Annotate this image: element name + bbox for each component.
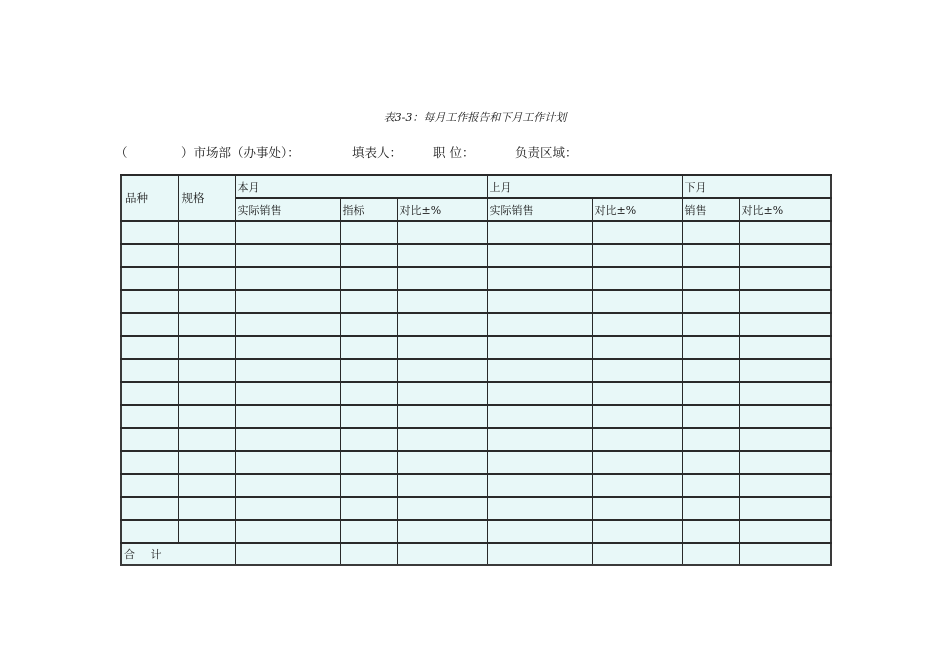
- table-cell[interactable]: [340, 382, 397, 405]
- table-cell[interactable]: [235, 244, 340, 267]
- table-cell[interactable]: [487, 405, 592, 428]
- table-row: [121, 497, 831, 520]
- table-cell[interactable]: [592, 267, 682, 290]
- table-cell[interactable]: [682, 405, 739, 428]
- table-cell[interactable]: [178, 244, 235, 267]
- table-row: [121, 336, 831, 359]
- table-cell[interactable]: [682, 382, 739, 405]
- table-cell[interactable]: [592, 313, 682, 336]
- table-cell[interactable]: [487, 221, 592, 244]
- table-cell[interactable]: [178, 290, 235, 313]
- table-cell[interactable]: [592, 428, 682, 451]
- table-row: [121, 428, 831, 451]
- table-cell[interactable]: [682, 520, 739, 543]
- table-cell[interactable]: [340, 244, 397, 267]
- table-row: [121, 359, 831, 382]
- table-cell[interactable]: [739, 267, 831, 290]
- table-cell[interactable]: [397, 267, 487, 290]
- table-cell[interactable]: [397, 359, 487, 382]
- header-actual-sales-last: 实际销售: [487, 198, 592, 221]
- table-cell[interactable]: [340, 497, 397, 520]
- table-cell[interactable]: [178, 267, 235, 290]
- table-cell[interactable]: [397, 290, 487, 313]
- table-cell[interactable]: [739, 290, 831, 313]
- table-cell[interactable]: [235, 474, 340, 497]
- document-title: 表3-3：每月工作报告和下月工作计划: [383, 111, 567, 124]
- table-cell[interactable]: [739, 428, 831, 451]
- table-cell[interactable]: [682, 267, 739, 290]
- table-cell[interactable]: [178, 520, 235, 543]
- total-cell[interactable]: [340, 543, 397, 565]
- info-region: 负责区域：: [515, 145, 578, 160]
- table-cell[interactable]: [592, 474, 682, 497]
- table-cell[interactable]: [487, 451, 592, 474]
- table-cell[interactable]: [592, 359, 682, 382]
- header-variety: 品种: [121, 175, 178, 221]
- table-cell[interactable]: [397, 405, 487, 428]
- table-row: [121, 290, 831, 313]
- table-cell[interactable]: [178, 336, 235, 359]
- table-cell[interactable]: [739, 497, 831, 520]
- table-cell[interactable]: [121, 290, 178, 313]
- total-cell[interactable]: [235, 543, 340, 565]
- table-cell[interactable]: [340, 290, 397, 313]
- table-cell[interactable]: [235, 520, 340, 543]
- table-cell[interactable]: [739, 221, 831, 244]
- total-cell[interactable]: [397, 543, 487, 565]
- table-cell[interactable]: [121, 221, 178, 244]
- info-market-dept: ）市场部（办事处）：: [181, 145, 300, 160]
- table-cell[interactable]: [121, 382, 178, 405]
- table-row: [121, 313, 831, 336]
- table-cell[interactable]: [682, 474, 739, 497]
- header-last-month: 上月: [487, 175, 682, 198]
- table-cell[interactable]: [397, 313, 487, 336]
- table-cell[interactable]: [178, 221, 235, 244]
- table-cell[interactable]: [178, 474, 235, 497]
- table-cell[interactable]: [340, 405, 397, 428]
- table-cell[interactable]: [592, 336, 682, 359]
- table-cell[interactable]: [682, 336, 739, 359]
- table-cell[interactable]: [340, 451, 397, 474]
- table-cell[interactable]: [178, 359, 235, 382]
- report-table: [120, 174, 832, 566]
- table-cell[interactable]: [487, 359, 592, 382]
- table-row: [121, 244, 831, 267]
- table-cell[interactable]: [397, 474, 487, 497]
- table-cell[interactable]: [235, 359, 340, 382]
- header-compare-last: 对比±%: [592, 198, 682, 221]
- table-cell[interactable]: [592, 520, 682, 543]
- table-cell[interactable]: [121, 405, 178, 428]
- table-row: [121, 405, 831, 428]
- table-cell[interactable]: [121, 313, 178, 336]
- table-cell[interactable]: [178, 405, 235, 428]
- table-cell[interactable]: [178, 313, 235, 336]
- table-cell[interactable]: [682, 359, 739, 382]
- table-cell[interactable]: [739, 405, 831, 428]
- header-this-month: 本月: [235, 175, 487, 198]
- total-cell[interactable]: [682, 543, 739, 565]
- table-cell[interactable]: [340, 474, 397, 497]
- table-row: [121, 474, 831, 497]
- table-cell[interactable]: [487, 336, 592, 359]
- table-cell[interactable]: [592, 382, 682, 405]
- table-cell[interactable]: [178, 451, 235, 474]
- table-cell[interactable]: [340, 336, 397, 359]
- table-cell[interactable]: [121, 244, 178, 267]
- table-cell[interactable]: [487, 428, 592, 451]
- table-cell[interactable]: [739, 359, 831, 382]
- table-row: [121, 267, 831, 290]
- table-cell[interactable]: [682, 221, 739, 244]
- header-next-month: 下月: [682, 175, 831, 198]
- header-row-1: [121, 175, 831, 198]
- table-cell[interactable]: [121, 336, 178, 359]
- table-cell[interactable]: [121, 359, 178, 382]
- table-cell[interactable]: [397, 451, 487, 474]
- table-row: [121, 382, 831, 405]
- table-cell[interactable]: [739, 244, 831, 267]
- table-cell[interactable]: [397, 336, 487, 359]
- table-cell[interactable]: [592, 221, 682, 244]
- table-cell[interactable]: [487, 382, 592, 405]
- table-cell[interactable]: [235, 290, 340, 313]
- table-cell[interactable]: [397, 520, 487, 543]
- table-cell[interactable]: [235, 336, 340, 359]
- total-cell[interactable]: [739, 543, 831, 565]
- table-cell[interactable]: [397, 244, 487, 267]
- table-cell[interactable]: [739, 336, 831, 359]
- table-cell[interactable]: [739, 382, 831, 405]
- table-cell[interactable]: [340, 520, 397, 543]
- table-cell[interactable]: [487, 290, 592, 313]
- total-row: [121, 543, 831, 565]
- table-cell[interactable]: [178, 428, 235, 451]
- table-cell[interactable]: [340, 359, 397, 382]
- total-cell[interactable]: [592, 543, 682, 565]
- header-compare-this: 对比±%: [397, 198, 487, 221]
- table-cell[interactable]: [487, 520, 592, 543]
- table-cell[interactable]: [397, 382, 487, 405]
- table-cell[interactable]: [592, 451, 682, 474]
- table-cell[interactable]: [739, 474, 831, 497]
- table-cell[interactable]: [235, 497, 340, 520]
- table-cell[interactable]: [340, 313, 397, 336]
- table-cell[interactable]: [739, 451, 831, 474]
- table-cell[interactable]: [121, 474, 178, 497]
- table-cell[interactable]: [682, 290, 739, 313]
- table-cell[interactable]: [487, 497, 592, 520]
- table-cell[interactable]: [487, 267, 592, 290]
- table-cell[interactable]: [592, 290, 682, 313]
- total-cell[interactable]: [487, 543, 592, 565]
- header-sales-next: 销售: [682, 198, 739, 221]
- table-cell[interactable]: [235, 451, 340, 474]
- table-cell[interactable]: [340, 428, 397, 451]
- table-cell[interactable]: [121, 497, 178, 520]
- info-open-paren: （: [115, 145, 128, 160]
- table-cell[interactable]: [682, 497, 739, 520]
- header-target: 指标: [340, 198, 397, 221]
- table-cell[interactable]: [235, 428, 340, 451]
- info-position: 职 位：: [433, 145, 475, 160]
- table-cell[interactable]: [235, 313, 340, 336]
- table-cell[interactable]: [235, 221, 340, 244]
- table-cell[interactable]: [682, 313, 739, 336]
- table-cell[interactable]: [592, 497, 682, 520]
- header-compare-next: 对比±%: [739, 198, 831, 221]
- table-cell[interactable]: [739, 520, 831, 543]
- table-cell[interactable]: [397, 428, 487, 451]
- table-cell[interactable]: [121, 520, 178, 543]
- table-row: [121, 221, 831, 244]
- table-row: [121, 520, 831, 543]
- table-cell[interactable]: [121, 267, 178, 290]
- table-cell[interactable]: [397, 497, 487, 520]
- table-cell[interactable]: [682, 244, 739, 267]
- table-row: [121, 451, 831, 474]
- table-cell[interactable]: [235, 382, 340, 405]
- table-cell[interactable]: [178, 497, 235, 520]
- table-cell[interactable]: [487, 313, 592, 336]
- table-cell[interactable]: [592, 244, 682, 267]
- table-cell[interactable]: [121, 428, 178, 451]
- header-spec: 规格: [178, 175, 235, 221]
- table-cell[interactable]: [682, 451, 739, 474]
- table-cell[interactable]: [682, 428, 739, 451]
- table-cell[interactable]: [235, 405, 340, 428]
- table-cell[interactable]: [487, 474, 592, 497]
- header-actual-sales-this: 实际销售: [235, 198, 340, 221]
- table-cell[interactable]: [340, 221, 397, 244]
- table-cell[interactable]: [739, 313, 831, 336]
- table-cell[interactable]: [487, 244, 592, 267]
- table-cell[interactable]: [121, 451, 178, 474]
- table-cell[interactable]: [397, 221, 487, 244]
- info-filler: 填表人：: [352, 145, 403, 160]
- table-cell[interactable]: [592, 405, 682, 428]
- table-cell[interactable]: [235, 267, 340, 290]
- table-cell[interactable]: [340, 267, 397, 290]
- total-label: 合 计: [121, 543, 235, 565]
- table-cell[interactable]: [178, 382, 235, 405]
